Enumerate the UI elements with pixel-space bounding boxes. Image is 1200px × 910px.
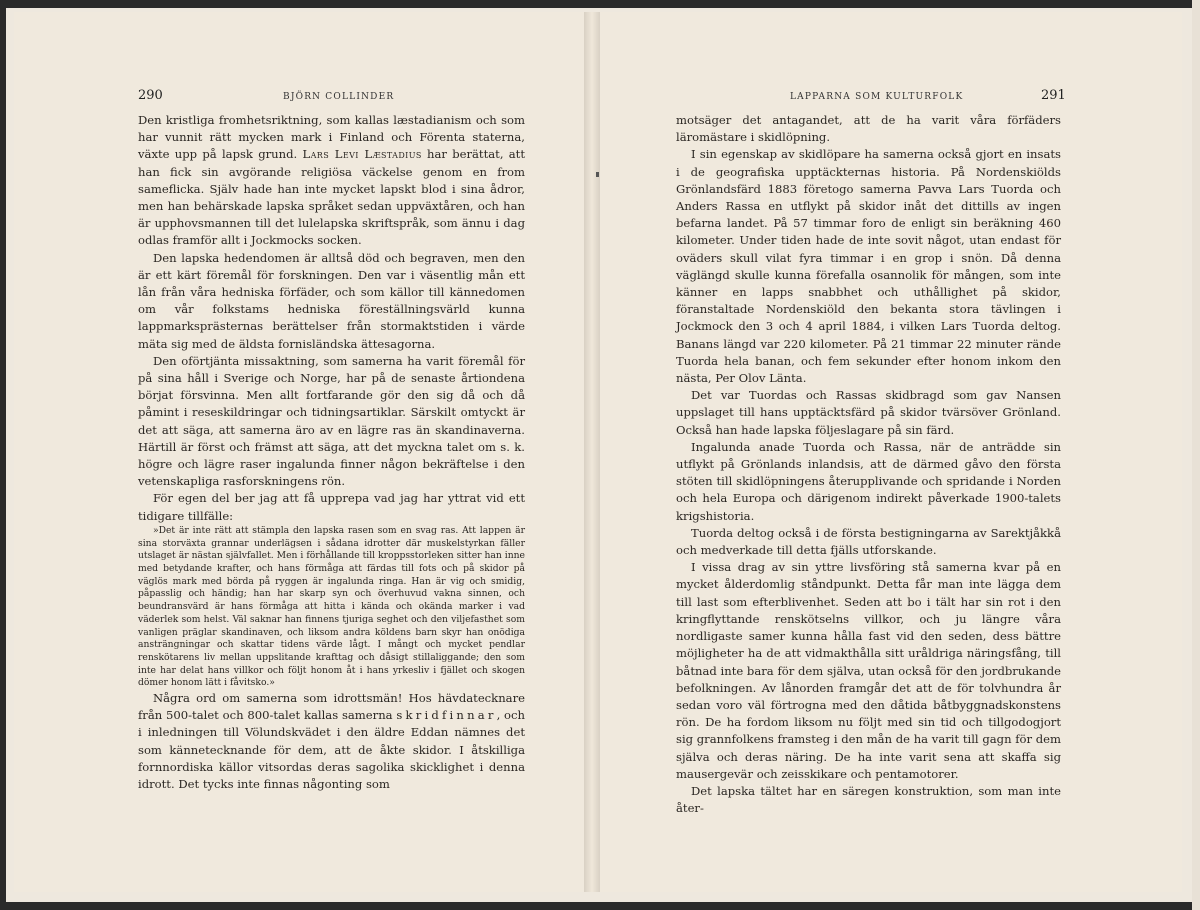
- paragraph: Det lapska tältet har en säregen konstruktion, som man inte åter-: [676, 783, 1061, 816]
- paragraph: [138, 690, 525, 793]
- left-running-head: BJÖRN COLLINDER: [283, 92, 395, 102]
- paragraph: Den lapska hedendomen är alltså död och begraven, men den är ett kärt föremål för forskningen. Den var i väsentlig mån ett lån från våra hedniska förfäder, och som källor till kännedomen om vår folkstams hedniska föreställningsvärld kunna lappmarksprästernas berättelser från stormaktstiden i värde mäta sig med de äldsta fornisländska ättesagorna.: [138, 250, 525, 351]
- paragraph: [138, 112, 525, 250]
- paragraph: Den oförtjänta missaktning, som samerna ha varit föremål för på sina håll i Sverige och Norge, har på de senaste årtiondena börjat försvinna. Men allt fortfarande gör den sig då och då påmint i reseskildringar och tidningsartiklar. Särskilt omtyckt är det att säga, att samerna äro av en lägre ras än skandinaverna. Härtill är först och främst att säga, att det myckna talet om s. k. högre och lägre raser ingalunda finner någon bekräftelse i den vetenskapliga rasforskningens rön.: [138, 353, 525, 489]
- paragraph: Ingalunda anade Tuorda och Rassa, när de anträdde sin utflykt på Grönlands inlandsis, att de därmed gåvo den första stöten till skidlöpningens återupplivande och spridande i Norden och hela Europa och därigenom indirekt påverkade 1900-talets krigshistoria.: [676, 439, 1061, 523]
- block-quote: »Det är inte rätt att stämpla den lapska rasen som en svag ras. Att lappen är sina storväxta grannar underlägsen i sådana idrotter där muskelstyrkan fäller utslaget är nästan självfallet. Men i förhållande till kroppsstorleken sitter han inne med betydande krafter, och hans förmåga att färdas till fots och på skidor på väglös mark med börda på ryggen är ingalunda ringa. Han är vig och smidig, påpasslig och händig; han har skarp syn och överhuvud vakna sinnen, och beundransvärd är hans förmåga att hitta i kända och okända marker i vad väderlek som helst. Väl saknar han finnens tjuriga seghet och den viljefasthet som vanligen präglar skandinaven, och liksom andra köldens barn skyr han onödiga ansträngningar och skattar tidens värde lågt. I mångt och mycket pendlar renskötarens liv mellan uppslitande krafttag och dåsigt stillaliggande; den som inte har delat hans villkor och följt honom åt i hans yrkesliv i fjället och skogen dömer honom lätt i fåvitsko.»: [138, 524, 525, 689]
- book-gutter: [584, 12, 600, 892]
- right-page-body: [676, 112, 1061, 817]
- paragraph: Tuorda deltog också i de första bestigningarna av Sarektjåkkå och medverkade till detta fjälls utforskande.: [676, 525, 1061, 558]
- right-page-number: 291: [1041, 88, 1066, 103]
- paragraph: motsäger det antagandet, att de ha varit våra förfäders läromästare i skidlöpning.: [676, 113, 1061, 145]
- paragraph: I sin egenskap av skidlöpare ha samerna också gjort en insats i de geografiska upptäckternas historia. På Nordenskiölds Grönlandsfärd 1883 företogo samerna Pavva Lars Tuorda och Anders Rassa en utflykt på skidor inåt det dittills av ingen befarna landet. På 57 timmar foro de enligt sin beräkning 460 kilometer. Under tiden hade de inte sovit något, utan endast för oväders skull vilat fyra timmar i en grop i snön. Då denna väglängd skulle kunna förefalla osannolik för mången, som inte känner en lapps snabbhet och uthållighet på skidor, föranstaltade Nordenskiöld den bekanta stora tävlingen i Jockmock den 3 och 4 april 1884, i vilken Lars Tuorda deltog. Banans längd var 220 kilometer. På 21 timmar 22 minuter rände Tuorda hela banan, och fem sekunder efter honom inkom den nästa, Per Olov Länta.: [676, 147, 1061, 386]
- right-running-head: LAPPARNA SOM KULTURFOLK: [790, 92, 964, 102]
- margin-mark: [596, 172, 599, 177]
- paragraph-text: har berättat, att han fick sin avgörande religiösa väckelse genom en from sameflicka. Själv hade han inte mycket lapskt blod i sina ådror, men han behärskade lapska språket sedan uppväxtåren, och han är upphovsmannen till det lulelapska skriftspråk, som ännu i dag odlas framför allt i Jockmocks socken.: [138, 147, 525, 248]
- paragraph: I vissa drag av sin yttre livsföring stå samerna kvar på en mycket ålderdomlig ståndpunkt. Detta får man inte lägga dem till last som efterblivenhet. Seden att bo i tält har sin rot i den kringflyttande renskötselns villkor, och ju längre våra nordligaste samer kunna hålla fast vid den seden, dess bättre möjligheter ha de att vidmakthålla sitt uråldriga näringsfång, till båtnad inte bara för dem själva, utan också för den jordbrukande befolkningen. Av lånorden framgår det att de för tolvhundra år sedan voro väl förtrogna med den dåtida båtbyggnadskonstens rön. De ha fordom liksom nu följt med sin tid och tillgodogjort sig grannfolkens framsteg i den mån de ha varit till gagn för dem själva och deras näring. De ha inte varit sena att skaffa sig mausergevär och zeisskikare och pentamotorer.: [676, 560, 1061, 781]
- paragraph-text: , och i inledningen till Völundskvädet i den äldre Eddan nämnes det som kännetecknande för dem, att de åkte skidor. I åtskilliga fornnordiska källor vitsordas deras sagolika skicklighet i denna idrott. Det tycks inte finnas någonting som: [138, 708, 525, 792]
- background-edge: [1192, 0, 1200, 910]
- left-page-body: [138, 112, 525, 793]
- paragraph: För egen del ber jag att få upprepa vad jag har yttrat vid ett tidigare tillfälle:: [138, 491, 525, 523]
- paragraph: Det var Tuordas och Rassas skidbragd som gav Nansen uppslaget till hans upptäcktsfärd på skidor tvärsöver Grönland. Också han hade lapska följeslagare på sin färd.: [676, 388, 1061, 437]
- paragraph-text: Den kristliga fromhetsriktning, som kallas læstadianism och som har vunnit rätt mycken mark i Finland och Förenta staterna, växte upp på lapsk grund.: [138, 113, 525, 162]
- left-page-number: 290: [138, 88, 163, 103]
- person-name: Lars Levi Læstadius: [302, 147, 422, 162]
- emphasized-word: skridfinnar: [396, 708, 497, 723]
- paragraph-text: Några ord om samerna som idrottsmän! Hos hävdatecknare från 500-talet och 800-talet kallas samerna: [138, 691, 525, 723]
